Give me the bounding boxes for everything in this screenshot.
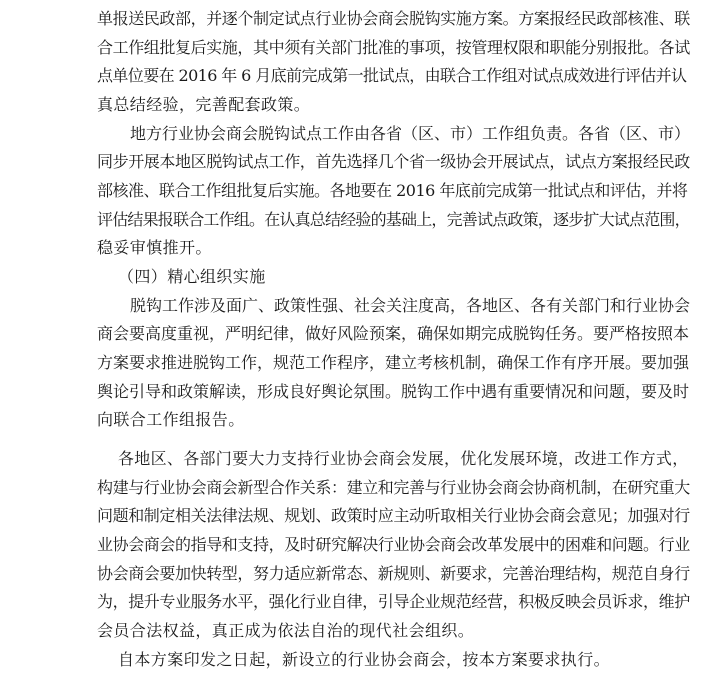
text-line: 同步开展本地区脱钩试点工作，首先选择几个省一级协会开展试点，试点方案报经民政 — [97, 152, 690, 171]
text-line: 舆论引导和政策解读，形成良好舆论氛围。脱钩工作中遇有重要情况和问题，要及时 — [97, 382, 690, 401]
text-line: 向联合工作组报告。 — [97, 410, 245, 429]
text-line: 构建与行业协会商会新型合作关系：建立和完善与行业协会商会协商机制，在研究重大 — [97, 478, 690, 497]
text-line: 自本方案印发之日起，新设立的行业协会商会，按本方案要求执行。 — [118, 650, 611, 669]
text-line: 稳妥审慎推开。 — [97, 238, 212, 257]
text-line: 会员合法权益，真正成为依法自治的现代社会组织。 — [97, 621, 475, 640]
text-line: 合工作组批复后实施，其中须有关部门批准的事项，按管理权限和职能分别报批。各试 — [97, 38, 690, 57]
text-line: 单报送民政部，并逐个制定试点行业协会商会脱钩实施方案。方案报经民政部核准、联 — [97, 9, 690, 28]
text-line: 评估结果报联合工作组。在认真总结经验的基础上，完善试点政策，逐步扩大试点范围， — [97, 210, 690, 229]
text-line: 脱钩工作涉及面广、政策性强、社会关注度高，各地区、各有关部门和行业协会 — [130, 296, 691, 315]
text-line: 为，提升专业服务水平，强化行业自律，引导企业规范经营，积极反映会员诉求，维护 — [97, 592, 690, 611]
text-line: 问题和制定相关法律法规、规划、政策时应主动听取相关行业协会商会意见；加强对行 — [97, 506, 690, 525]
text-line: 业协会商会的指导和支持，及时研究解决行业协会商会改革发展中的困难和问题。行业 — [97, 535, 690, 554]
text-line: 点单位要在 2016 年 6 月底前完成第一批试点，由联合工作组对试点成效进行评估并认 — [97, 66, 687, 85]
text-line: 各地区、各部门要大力支持行业协会商会发展，优化发展环境，改进工作方式， — [118, 449, 689, 468]
text-line: 协会商会要加快转型，努力适应新常态、新规则、新要求，完善治理结构，规范自身行 — [97, 564, 690, 583]
text-line: 真总结经验，完善配套政策。 — [97, 95, 311, 114]
text-line: 方案要求推进脱钩工作，规范工作程序，建立考核机制，确保工作有序开展。要加强 — [97, 353, 690, 372]
text-line: 部核准、联合工作组批复后实施。各地要在 2016 年底前完成第一批试点和评估，并将 — [97, 181, 688, 200]
text-line: 地方行业协会商会脱钩试点工作由各省（区、市）工作组负责。各省（区、市） — [130, 124, 691, 143]
text-line: 商会要高度重视，严明纪律，做好风险预案，确保如期完成脱钩任务。要严格按照本 — [97, 324, 690, 343]
section-heading: （四）精心组织实施 — [118, 267, 266, 286]
